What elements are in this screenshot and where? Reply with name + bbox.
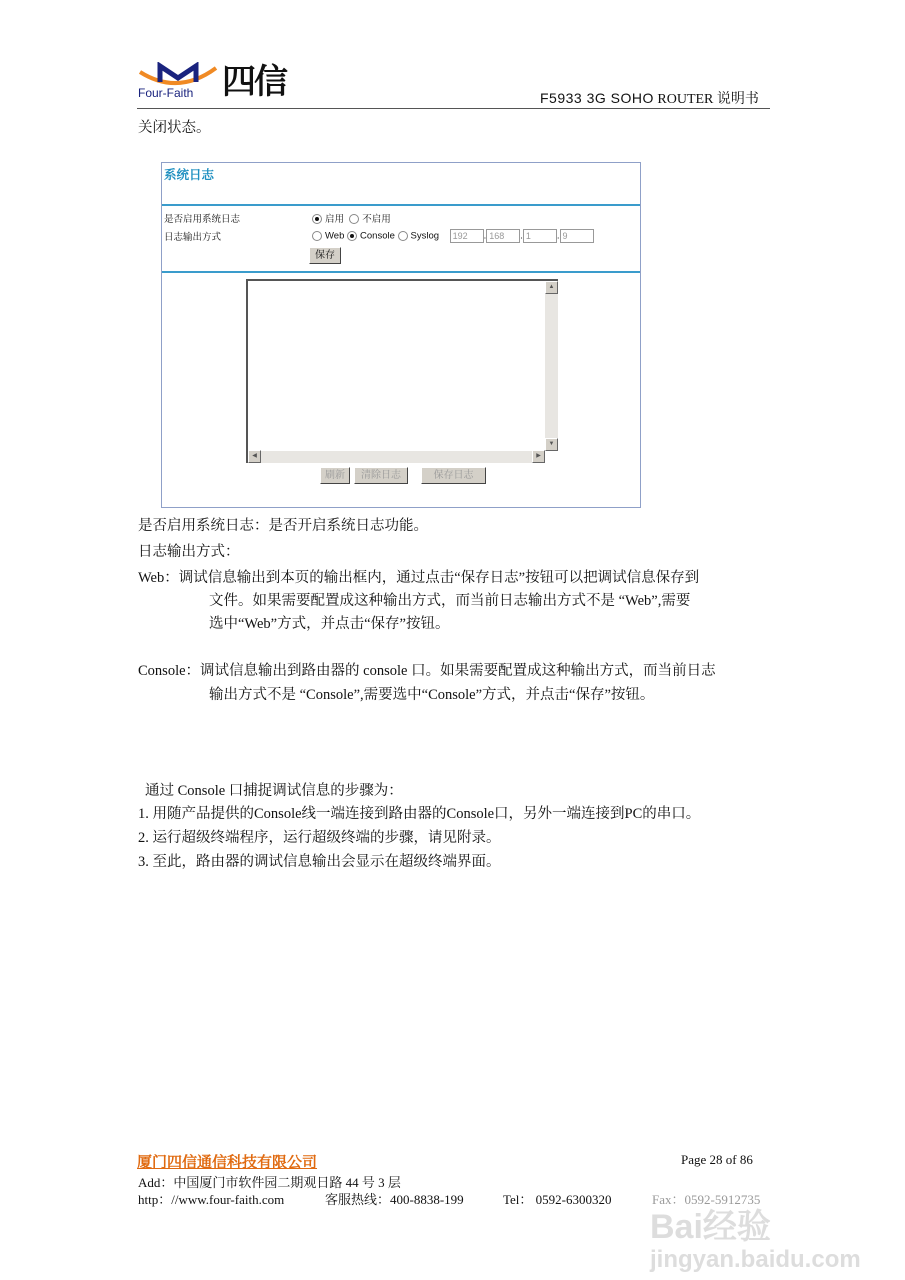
radio-label: Web [325,230,345,242]
steps-intro: 通过 Console 口捕捉调试信息的步骤为： [145,783,403,799]
ip-octet-3[interactable]: 1 [523,229,557,243]
vertical-scrollbar[interactable] [545,281,558,451]
web-desc: 选中“Web”方式，并点击“保存”按钮。 [209,616,450,632]
watermark-url: jingyan.baidu.com [650,1246,861,1273]
step: 3. 至此，路由器的调试信息输出会显示在超级终端界面。 [138,854,501,870]
radio-label: Console [360,230,395,242]
log-textarea[interactable] [246,279,558,463]
horizontal-scrollbar[interactable] [248,451,545,463]
web-desc: Web：调试信息输出到本页的输出框内，通过点击“保存日志”按钮可以把调试信息保存到 [138,570,700,586]
output-label: 日志输出方式 [164,232,222,243]
watermark-brand: Bai经验 [650,1208,771,1246]
model: F5933 3G SOHO [540,90,654,106]
console-desc: 输出方式不是 “Console”,需要选中“Console”方式，并点击“保存”按钮。 [209,687,655,703]
save-button[interactable]: 保存 [309,247,341,264]
radio-label: 不启用 [362,214,391,225]
fax: Fax：0592-5912735 [652,1192,761,1207]
divider [162,204,640,206]
hotline: 客服热线：400-8838-199 [325,1192,464,1207]
logo-chinese: 四信 [222,62,286,102]
scroll-down-icon[interactable]: ▼ [545,438,558,451]
radio-syslog[interactable] [398,231,408,241]
refresh-button[interactable]: 刷新 [320,467,350,484]
address: Add：中国厦门市软件园二期观日路 44 号 3 层 [138,1175,401,1190]
body-line: 日志输出方式： [138,544,240,560]
scroll-right-icon[interactable]: ▶ [532,450,545,463]
scroll-up-icon[interactable]: ▲ [545,281,558,294]
console-desc: Console：调试信息输出到路由器的 console 口。如果需要配置成这种输出方式，而当前日志 [138,663,716,679]
enable-label: 是否启用系统日志 [164,214,241,225]
step: 2. 运行超级终端程序，运行超级终端的步骤，请见附录。 [138,830,501,846]
radio-disable[interactable] [349,214,359,224]
tel: Tel： 0592-6300320 [503,1192,612,1207]
clear-log-button[interactable]: 清除日志 [354,467,408,484]
step: 1. 用随产品提供的Console线一端连接到路由器的Console口，另外一端连接到PC的串口。 [138,806,701,822]
baidu-watermark [650,1208,861,1274]
ip-octet-1[interactable]: 192 [450,229,484,243]
radio-enable[interactable] [312,214,322,224]
web-desc: 文件。如果需要配置成这种输出方式，而当前日志输出方式不是 “Web”,需要 [209,593,691,609]
title-rest: ROUTER 说明书 [657,92,759,107]
logo-brand: Four-Faith [138,86,194,100]
website[interactable]: http：//www.four-faith.com [138,1192,285,1207]
radio-label: Syslog [410,230,440,242]
scroll-left-icon[interactable]: ◀ [248,450,261,463]
panel-title: 系统日志 [164,168,215,182]
header-divider [137,108,770,109]
divider [162,271,640,273]
radio-console[interactable] [347,231,357,241]
radio-web[interactable] [312,231,322,241]
body-line: 是否启用系统日志：是否开启系统日志功能。 [138,518,428,534]
document-title [540,88,759,108]
radio-label: 启用 [325,214,345,225]
output-radio-group: Web Console Syslog 192 . 168 . 1 . 9 [312,229,594,243]
ip-octet-2[interactable]: 168 [486,229,520,243]
save-log-button[interactable]: 保存日志 [421,467,486,484]
page-number: Page 28 of 86 [681,1152,753,1167]
intro-text: 关闭状态。 [138,120,211,136]
ip-octet-4[interactable]: 9 [560,229,594,243]
enable-radio-group [312,211,391,225]
company-name[interactable]: 厦门四信通信科技有限公司 [137,1155,318,1171]
syslog-screenshot [161,162,641,508]
